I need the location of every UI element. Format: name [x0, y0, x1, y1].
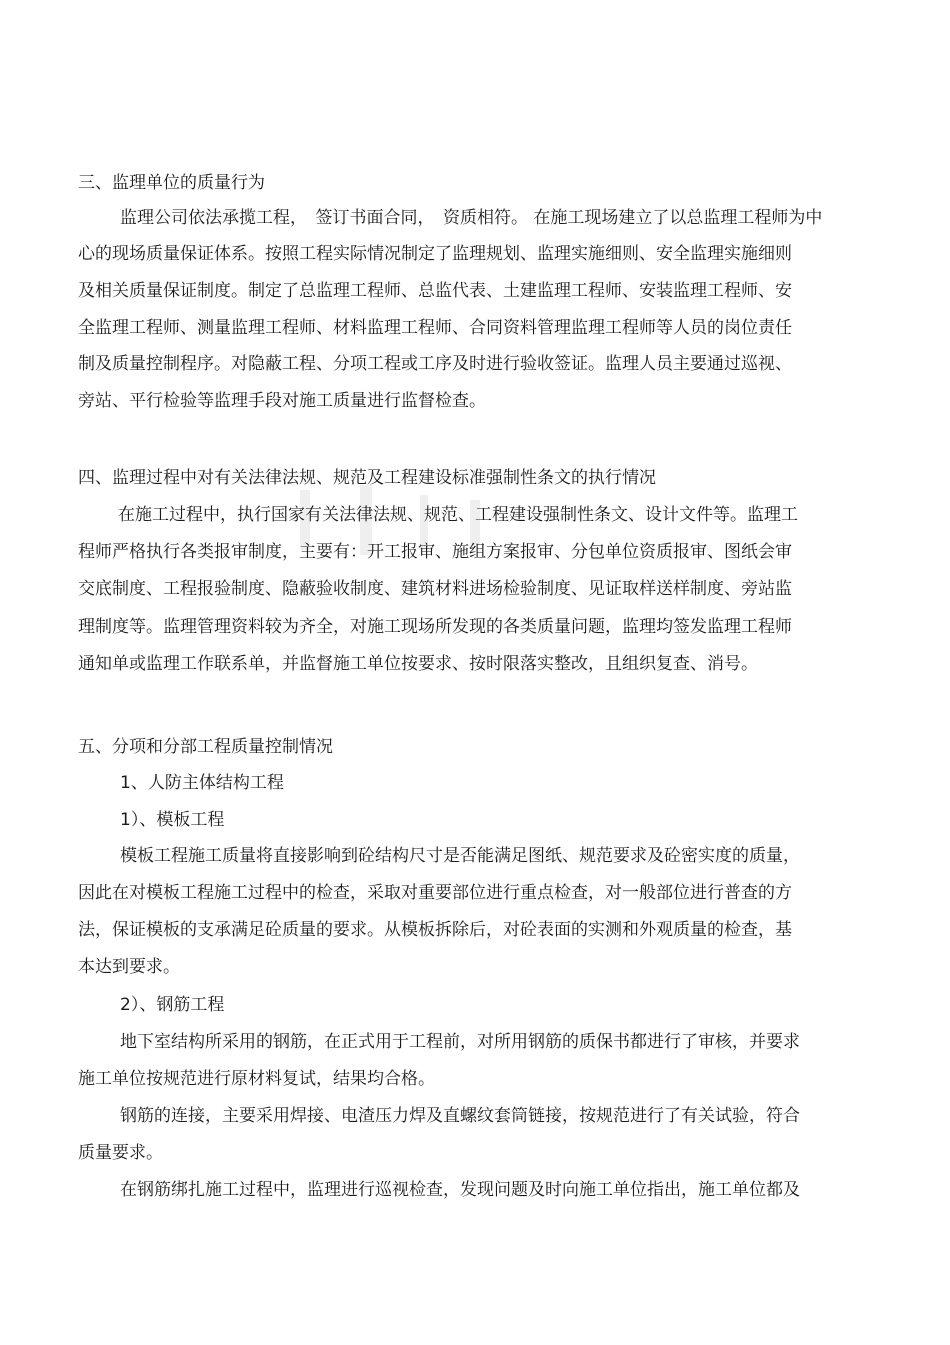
formwork-line-3: 法，保证模板的支承满足砼质量的要求。从模板拆除后，对砼表面的实测和外观质量的检查，基 — [78, 920, 792, 940]
section-3-line-5: 制及质量控制程序。对隐蔽工程、分项工程或工序及时进行验收签证。监理人员主要通过巡视、 — [78, 354, 792, 374]
section-4-line-3: 交底制度、工程报验制度、隐蔽验收制度、建筑材料进场检验制度、见证取样送样制度、旁站监 — [78, 579, 792, 599]
section-4-line-5: 通知单或监理工作联系单，并监督施工单位按要求、按时限落实整改，且组织复查、消号。 — [78, 654, 758, 674]
section-3-line-1: 监理公司依法承揽工程， 签订书面合同， 资质相符。 在施工现场建立了以总监理工程师为中 — [120, 208, 823, 228]
formwork-line-1: 模板工程施工质量将直接影响到砼结构尺寸是否能满足图纸、规范要求及砼密实度的质量， — [120, 846, 800, 866]
section-3-line-3: 及相关质量保证制度。制定了总监理工程师、总监代表、土建监理工程师、安装监理工程师、安 — [78, 281, 792, 301]
section-5-sub-1: 1、人防主体结构工程 — [120, 773, 284, 793]
section-4-line-4: 理制度等。监理管理资料较为齐全，对施工现场所发现的各类质量问题，监理均签发监理工程师 — [78, 617, 792, 637]
section-4-line-2: 程师严格执行各类报审制度，主要有：开工报审、施组方案报审、分包单位资质报审、图纸会审 — [78, 542, 792, 562]
rebar-line-5: 在钢筋绑扎施工过程中，监理进行巡视检查，发现问题及时向施工单位指出，施工单位都及 — [120, 1180, 800, 1200]
section-4-heading: 四、监理过程中对有关法律法规、规范及工程建设标准强制性条文的执行情况 — [78, 468, 656, 488]
rebar-line-1: 地下室结构所采用的钢筋，在正式用于工程前，对所用钢筋的质保书都进行了审核，并要求 — [120, 1032, 800, 1052]
section-5-sub-1-1: 1）、模板工程 — [120, 810, 225, 830]
rebar-line-3: 钢筋的连接，主要采用焊接、电渣压力焊及直螺纹套筒链接，按规范进行了有关试验，符合 — [120, 1106, 800, 1126]
section-5-heading: 五、分项和分部工程质量控制情况 — [78, 737, 333, 757]
rebar-line-2: 施工单位按规范进行原材料复试，结果均合格。 — [78, 1069, 435, 1089]
formwork-line-2: 因此在对模板工程施工过程中的检查，采取对重要部位进行重点检查，对一般部位进行普查的方 — [78, 883, 792, 903]
section-4-line-1: 在施工过程中，执行国家有关法律法规、规范、工程建设强制性条文、设计文件等。监理工 — [118, 505, 798, 525]
formwork-line-4: 本达到要求。 — [78, 957, 180, 977]
section-3-heading: 三、监理单位的质量行为 — [78, 173, 265, 193]
rebar-line-4: 质量要求。 — [78, 1143, 163, 1163]
section-3-line-2: 心的现场质量保证体系。按照工程实际情况制定了监理规划、监理实施细则、安全监理实施细则 — [78, 244, 792, 264]
section-5-sub-1-2: 2）、钢筋工程 — [120, 995, 225, 1015]
section-3-line-4: 全监理工程师、测量监理工程师、材料监理工程师、合同资料管理监理工程师等人员的岗位责任 — [78, 318, 792, 338]
section-3-line-6: 旁站、平行检验等监理手段对施工质量进行监督检查。 — [78, 391, 486, 411]
